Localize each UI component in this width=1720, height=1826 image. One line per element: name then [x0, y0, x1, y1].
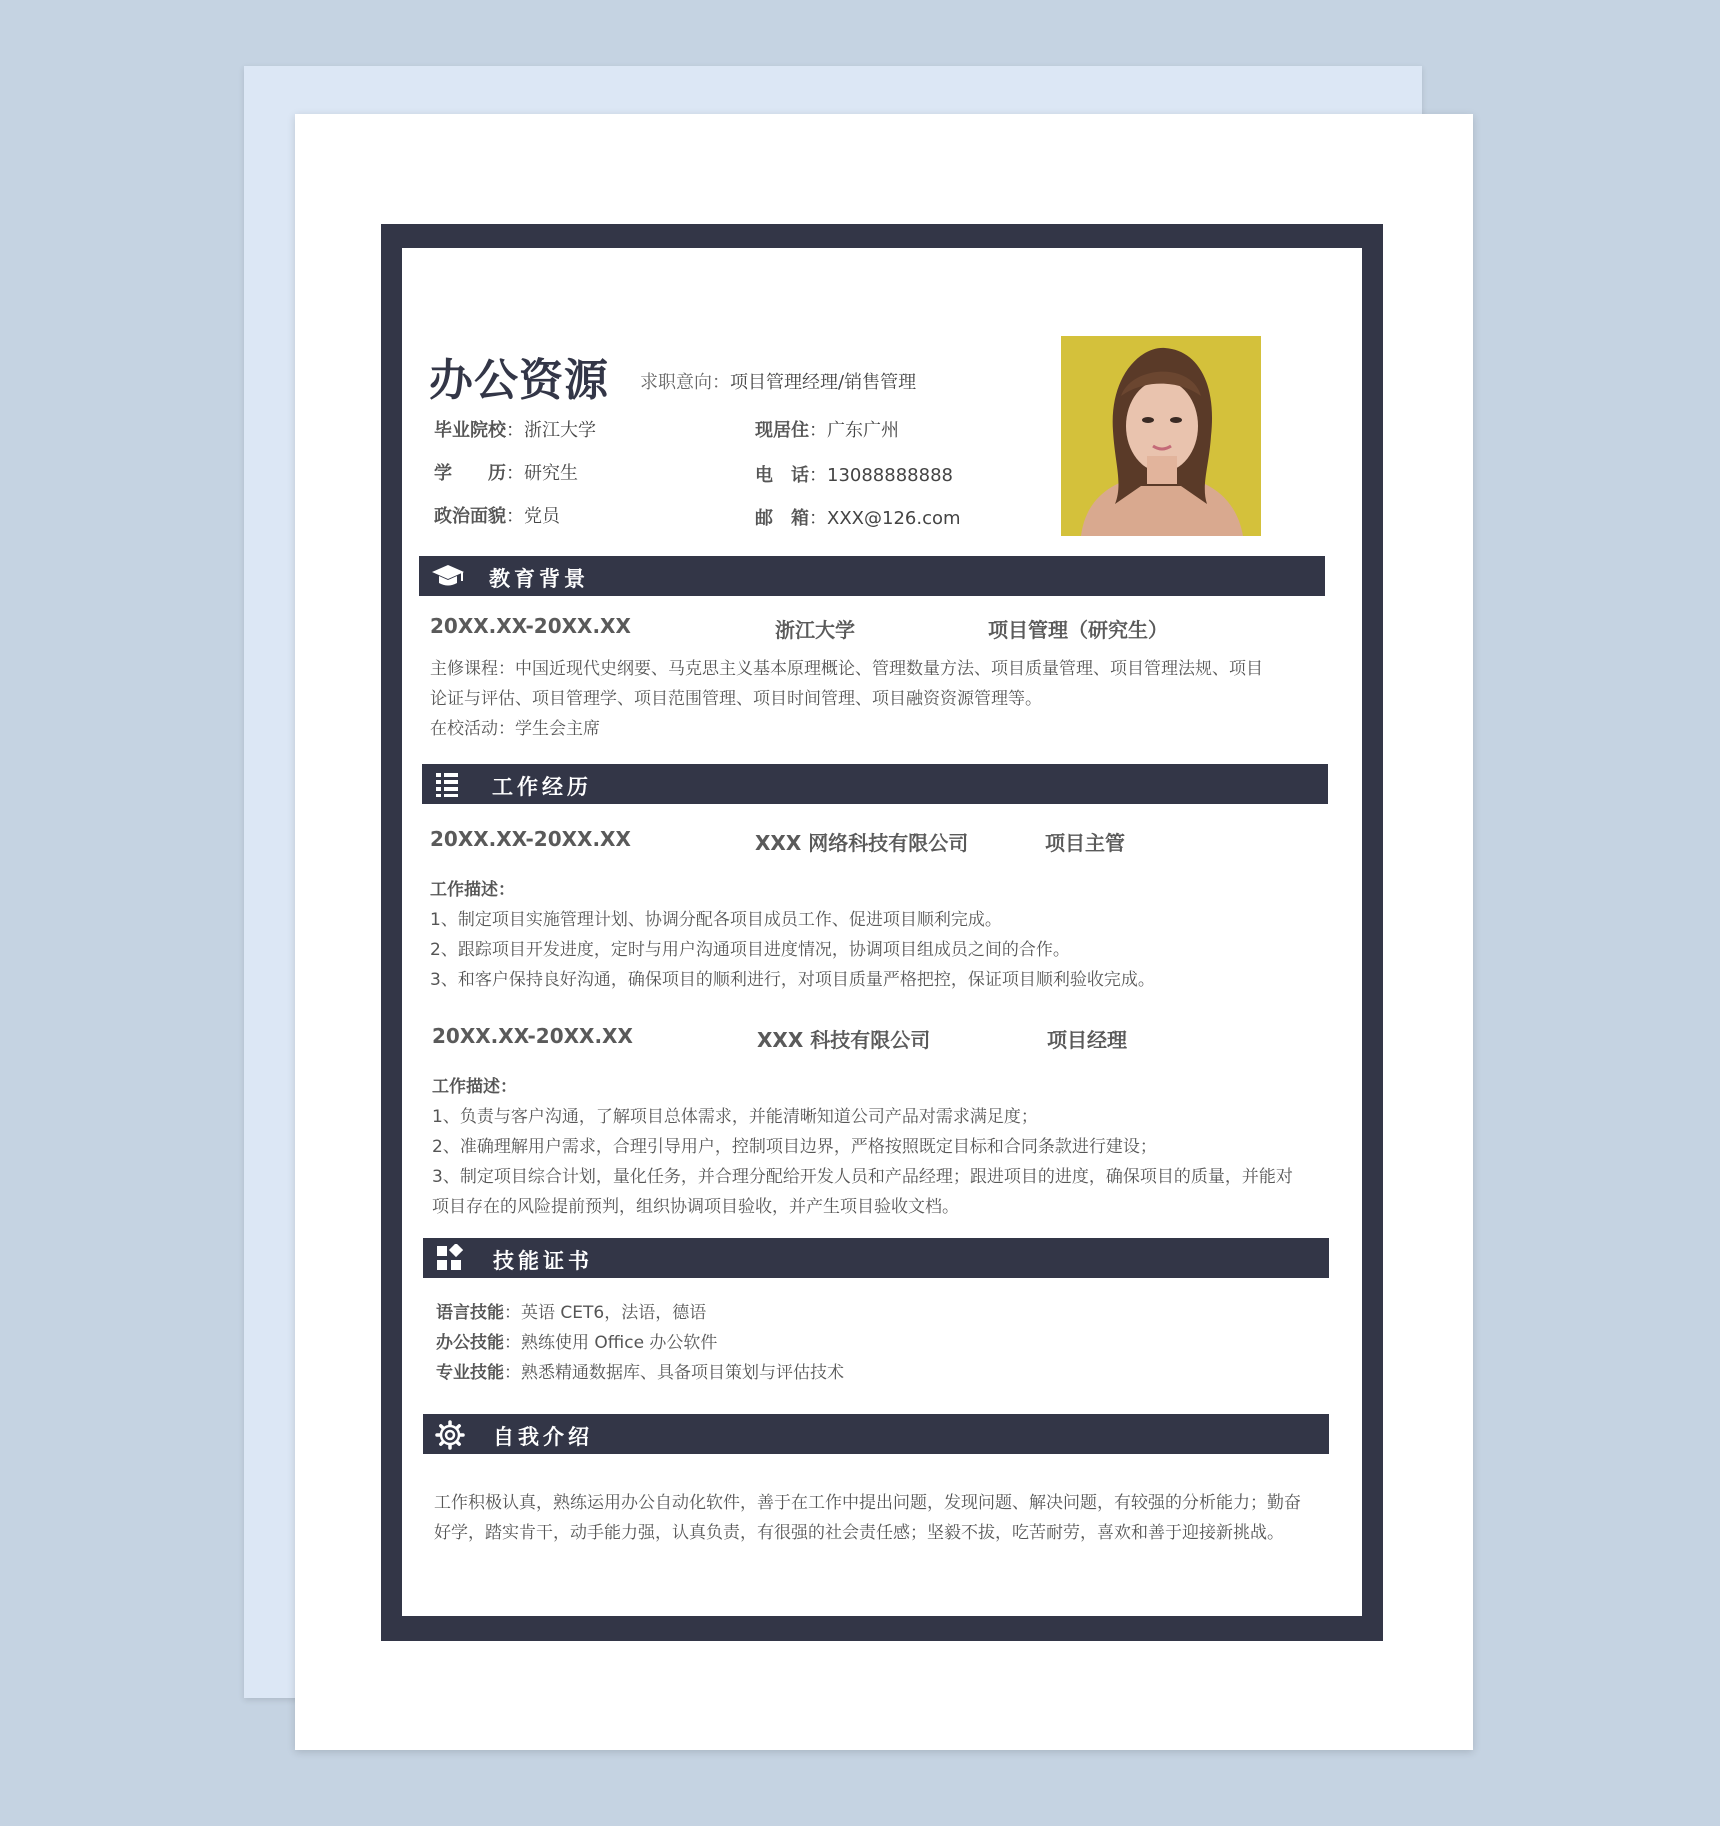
info-politics-value: ：党员 [506, 506, 560, 527]
skill-office-label: 办公技能 [436, 1333, 504, 1353]
graduation-cap-icon [431, 562, 459, 590]
work-2-line3: 3、制定项目综合计划，量化任务，并合理分配给开发人员和产品经理；跟进项目的进度，确保项目的质量，并能对 [432, 1167, 1293, 1187]
info-email-label: 邮 箱 [755, 508, 809, 529]
info-degree [434, 459, 578, 485]
job-intent-value: 项目管理经理/销售管理 [730, 372, 917, 393]
section-title-education: 教育背景 [489, 567, 589, 591]
info-politics-label: 政治面貌 [434, 506, 506, 527]
section-header-education [419, 556, 1325, 596]
skill-office [436, 1328, 717, 1353]
skill-language-label: 语言技能 [436, 1303, 504, 1323]
info-degree-value: ：研究生 [506, 463, 578, 484]
work-1-line1: 1、制定项目实施管理计划、协调分配各项目成员工作、促进项目顺利完成。 [430, 910, 1002, 930]
work-1-line3: 3、和客户保持良好沟通，确保项目的顺利进行，对项目质量严格把控，保证项目顺利验收完成。 [430, 970, 1155, 990]
edu-courses-line1: 主修课程：中国近现代史纲要、马克思主义基本原理概论、管理数量方法、项目质量管理、项目管理法规、项目 [430, 659, 1263, 679]
info-email [755, 504, 961, 530]
job-intent-label: 求职意向： [640, 372, 730, 393]
skill-office-value: ：熟练使用 Office 办公软件 [504, 1333, 718, 1353]
info-school-label: 毕业院校 [434, 420, 506, 441]
skill-professional [436, 1358, 844, 1383]
skill-professional-label: 专业技能 [436, 1363, 504, 1383]
work-1-position: 项目主管 [1045, 831, 1125, 855]
resume-name: 办公资源 [429, 355, 609, 406]
section-title-about: 自我介绍 [493, 1425, 593, 1449]
edu-major: 项目管理（研究生） [988, 618, 1168, 642]
skill-language [436, 1298, 706, 1323]
profile-photo-image [1061, 336, 1261, 536]
section-header-work [422, 764, 1328, 804]
work-2-period: 20XX.XX-20XX.XX [432, 1024, 633, 1048]
edu-school: 浙江大学 [775, 618, 855, 642]
info-residence [755, 416, 899, 442]
info-school [434, 416, 596, 442]
work-1-period: 20XX.XX-20XX.XX [430, 827, 631, 851]
edu-activity: 在校活动：学生会主席 [430, 719, 600, 739]
info-school-value: ：浙江大学 [506, 420, 596, 441]
work-2-position: 项目经理 [1047, 1028, 1127, 1052]
info-degree-label: 学 历 [434, 463, 506, 484]
about-line1: 工作积极认真，熟练运用办公自动化软件，善于在工作中提出问题，发现问题、解决问题，有较强的分析能力；勤奋 [434, 1493, 1301, 1513]
job-intent [640, 368, 916, 394]
section-title-skills: 技能证书 [493, 1249, 593, 1273]
list-icon [434, 770, 462, 798]
info-phone-label: 电 话 [755, 465, 809, 486]
work-1-company: XXX 网络科技有限公司 [755, 831, 969, 855]
work-2-company: XXX 科技有限公司 [757, 1028, 931, 1052]
section-header-skills [423, 1238, 1329, 1278]
info-phone [755, 461, 953, 487]
work-2-line4: 项目存在的风险提前预判，组织协调项目验收，并产生项目验收文档。 [432, 1197, 959, 1217]
work-1-desc-label: 工作描述： [430, 880, 515, 900]
work-2-desc-label: 工作描述： [432, 1077, 517, 1097]
edu-courses-line2: 论证与评估、项目管理学、项目范围管理、项目时间管理、项目融资资源管理等。 [430, 689, 1042, 709]
grid-icon [435, 1244, 463, 1272]
info-email-value: ：XXX@126.com [809, 508, 961, 529]
info-politics [434, 502, 560, 528]
work-1-line2: 2、跟踪项目开发进度，定时与用户沟通项目进度情况，协调项目组成员之间的合作。 [430, 940, 1070, 960]
section-title-work: 工作经历 [492, 775, 592, 799]
skill-language-value: ：英语 CET6，法语，德语 [504, 1303, 707, 1323]
info-residence-value: ：广东广州 [809, 420, 899, 441]
profile-photo [1061, 336, 1261, 536]
work-2-line2: 2、准确理解用户需求，合理引导用户，控制项目边界，严格按照既定目标和合同条款进行建设； [432, 1137, 1157, 1157]
about-line2: 好学，踏实肯干，动手能力强，认真负责，有很强的社会责任感；坚毅不拔，吃苦耐劳，喜欢和善于迎接新挑战。 [434, 1523, 1284, 1543]
info-phone-value: ：13088888888 [809, 465, 953, 486]
gear-icon [435, 1420, 463, 1448]
work-2-line1: 1、负责与客户沟通，了解项目总体需求，并能清晰知道公司产品对需求满足度； [432, 1107, 1038, 1127]
skill-professional-value: ：熟悉精通数据库、具备项目策划与评估技术 [504, 1363, 844, 1383]
info-residence-label: 现居住 [755, 420, 809, 441]
edu-period: 20XX.XX-20XX.XX [430, 614, 631, 638]
section-header-about [423, 1414, 1329, 1454]
